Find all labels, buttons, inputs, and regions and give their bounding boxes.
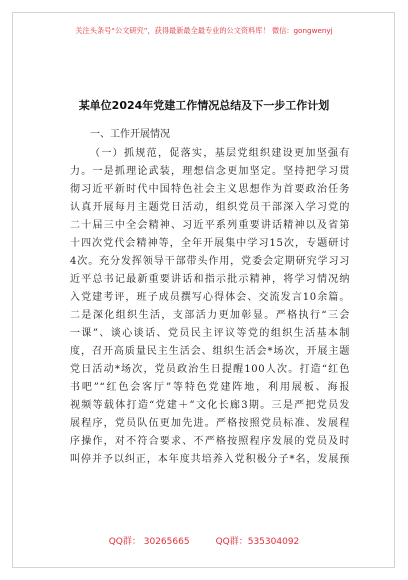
body-line: 党日活动*场次，党员政治生日提醒100人次。打造“红色 [70, 364, 350, 375]
document-title: 某单位2024年党建工作情况总结及下一步工作计划 [78, 99, 330, 112]
body-line: 二是深化组织生活，支部活力更加彰显。严格执行“三会 [70, 310, 350, 321]
body-line: 二十届三中全会精神、习近平系列重要讲话精神以及省第 [70, 220, 350, 231]
top-banner: 关注头条号“公文研究”，获得最新最全最专业的公文资料库！ 微信：gongwenyj [75, 26, 333, 35]
body-line: 4次。充分发挥领导干部带头作用，党委会定期研究学习习 [70, 256, 350, 267]
body-line: 序操作，对不符合要求、不严格按照程序发展的党员及时 [70, 436, 350, 447]
body-line: 近平总书记最新重要讲话和指示批示精神，将学习情况纳 [70, 274, 350, 285]
body-line: 叫停并予以纠正，本年度共培养入党积极分子*名，发展预 [70, 454, 350, 465]
body-line: 十四次党代会精神等，全年开展集中学习15次，专题研讨 [70, 238, 350, 249]
body-line: 力。一是抓理论武装，理想信念更加坚定。坚持把学习贯 [70, 166, 350, 177]
body-line: 认真开展每月主题党日活动，组织党员干部深入学习党的 [70, 202, 350, 213]
section-heading: 一、工作开展情况 [90, 129, 170, 140]
body-line: 彻习近平新时代中国特色社会主义思想作为首要政治任务 [70, 184, 350, 195]
body-line: 入党建考评，班子成员撰写心得体会、交流发言10余篇。 [70, 292, 350, 303]
document-body [70, 125, 350, 469]
footer-qq-group-left: QQ群： 30265665 [108, 537, 190, 547]
body-line: 度，召开高质量民主生活会、组织生活会*场次，开展主题 [70, 346, 350, 357]
body-line: 书吧”“红色会客厅”等特色党建阵地，利用展板、海报 [70, 382, 350, 393]
body-line: （一）抓规范，促落实，基层党组织建设更加坚强有 [90, 148, 350, 159]
body-line: 视频等载体打造“党建＋”文化长廊3期。三是严把党员发 [70, 400, 350, 411]
footer-qq-group-right: QQ群：535304092 [215, 537, 300, 547]
footer [0, 534, 408, 547]
body-line: 展程序，党员队伍更加先进。严格按照党员标准、发展程 [70, 418, 350, 429]
body-line: 一课”、谈心谈话、党员民主评议等党的组织生活基本制 [70, 328, 350, 339]
